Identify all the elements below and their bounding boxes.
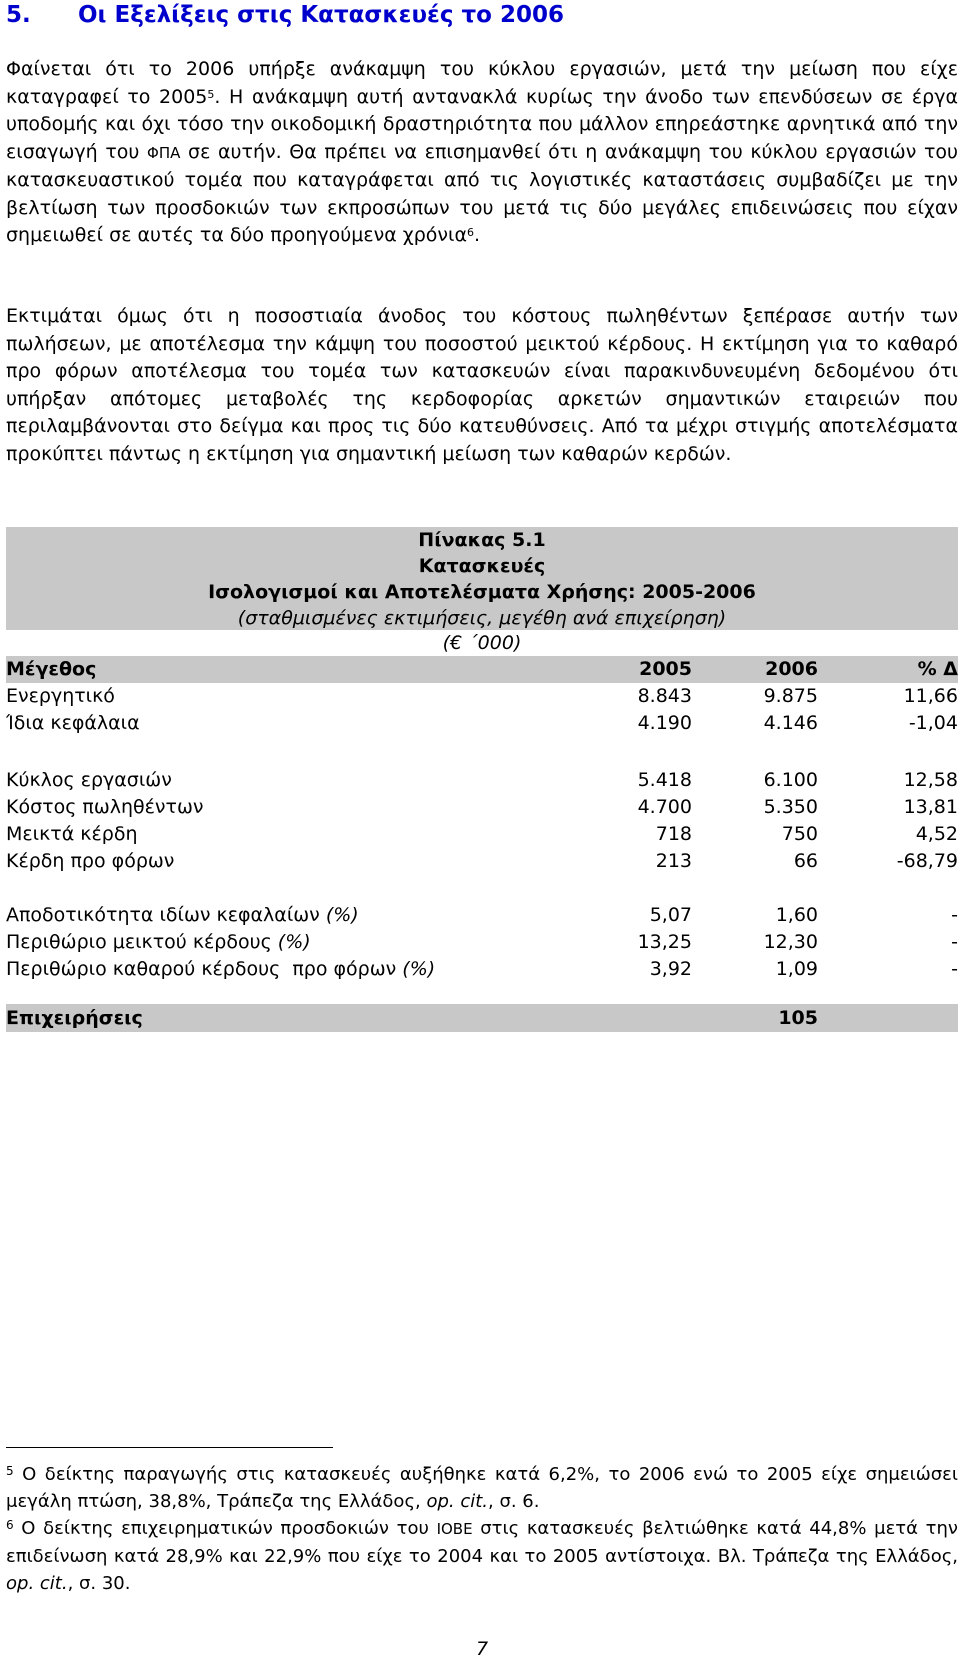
table-row: [6, 710, 958, 737]
footnote-number: 6: [6, 1518, 14, 1532]
row-change: -: [951, 904, 958, 926]
table-title-block: [6, 527, 958, 656]
row-2006: 6.100: [763, 769, 818, 791]
table-header-row: [6, 656, 958, 683]
row-2006: 9.875: [763, 685, 818, 707]
row-label-unit: (%): [325, 904, 359, 926]
footnote-text: στις κατασκευές βελτιώθηκε κατά 44,8% μετά την επιδείνωση κατά 28,9% και 22,9% που είχε το 2004 και το 2005 αντίστοιχα. Βλ. Τράπεζα της Ελλάδος,: [6, 1518, 958, 1567]
row-label: Μεικτά κέρδη: [6, 823, 138, 845]
paragraph-1: [6, 56, 958, 250]
row-change: -: [951, 958, 958, 980]
row-change: -: [951, 931, 958, 953]
row-2006: 66: [793, 850, 818, 872]
footnote-number: 5: [6, 1464, 14, 1478]
row-change: 12,58: [903, 769, 958, 791]
row-label-unit: (%): [402, 958, 436, 980]
row-2006: 12,30: [763, 931, 818, 953]
row-label-text: Περιθώριο καθαρού κέρδους προ φόρων: [6, 958, 403, 980]
section-title: Οι Εξελίξεις στις Κατασκευές το 2006: [78, 2, 564, 28]
row-label: Κέρδη προ φόρων: [6, 850, 175, 872]
header-2006: 2006: [765, 658, 818, 680]
firms-label: Επιχειρήσεις: [6, 1007, 143, 1029]
footnote-6: [6, 1515, 958, 1597]
row-label: Κύκλος εργασιών: [6, 769, 172, 791]
paragraph-2: Εκτιμάται όμως ότι η ποσοστιαία άνοδος του κόστους πωληθέντων ξεπέρασε αυτήν των πωλήσεων, με αποτέλεσμα την κάμψη του ποσοστού μεικτού κέρδους. Η εκτίμηση για το καθαρό προ φόρων αποτέλεσμα του τομέα των κατασκευών είναι παρακινδυνευμένη δεδομένου ότι υπήρξαν απότομες μεταβολές της κερδοφορίας αρκετών σημαντικών εταιρειών που περιλαμβάνονται στο δείγμα και προς τις δύο κατευθύνσεις. Από τα μέχρι στιγμής αποτελέσματα προκύπτει πάντως η εκτίμηση για σημαντική μείωση των καθαρών κερδών.: [6, 305, 958, 465]
table-sector: Κατασκευές: [418, 555, 546, 577]
row-2005: 3,92: [649, 958, 692, 980]
row-2005: 5,07: [649, 904, 692, 926]
header-label: Μέγεθος: [6, 658, 97, 680]
row-change: 11,66: [903, 685, 958, 707]
row-2006: 1,60: [775, 904, 818, 926]
table-row: [6, 821, 958, 848]
table-row: [6, 902, 958, 929]
section-heading: [6, 2, 564, 28]
row-change: -68,79: [896, 850, 958, 872]
row-2006: 750: [781, 823, 818, 845]
row-2005: 4.190: [637, 712, 692, 734]
row-label-text: Περιθώριο μεικτού κέρδους: [6, 931, 278, 953]
table-row: [6, 767, 958, 794]
footnote-text: Ο δείκτης παραγωγής στις κατασκευές αυξήθηκε κατά 6,2%, το 2006 ενώ το 2005 είχε σημειώσει μεγάλη πτώση, 38,8%, Τράπεζα της Ελλάδος,: [6, 1464, 958, 1512]
table-title: Ισολογισμοί και Αποτελέσματα Χρήσης: 2005-2006: [208, 581, 756, 603]
section-number: 5.: [6, 2, 31, 28]
footnote-text: , σ. 30.: [67, 1573, 131, 1594]
row-label: [6, 956, 435, 983]
footnote-5: [6, 1461, 958, 1515]
table-row: [6, 794, 958, 821]
firms-row: [6, 1004, 958, 1032]
paragraph-1-text: σε αυτήν. Θα πρέπει να επισημανθεί ότι η ανάκαμψη του κύκλου εργασιών του κατασκευαστικού τομέα που καταγράφεται από τις λογιστικές καταστάσεις συμβαδίζει με την βελτίωση των προσδοκιών των εκπροσώπων του μετά τις δύο μεγάλες επιδεινώσεις που είχαν σημειωθεί σε αυτές τα δύο προηγούμενα χρόνια: [6, 140, 958, 246]
footnote-citation: op. cit.: [426, 1491, 489, 1512]
row-label: [6, 929, 311, 956]
table-row: [6, 929, 958, 956]
row-label-unit: (%): [277, 931, 311, 953]
row-2005: 5.418: [637, 769, 692, 791]
table-unit: (€ ΄000): [6, 630, 958, 656]
paragraph-1-text: Φαίνεται ότι το 2006 υπήρξε ανάκαμψη του κύκλου εργασιών, μετά την μείωση που είχε καταγραφεί το 2005: [6, 58, 958, 108]
paragraph-1-text: .: [474, 224, 481, 246]
row-label: Ίδια κεφάλαια: [6, 712, 140, 734]
table-label: Πίνακας 5.1: [418, 529, 546, 551]
firms-value: 105: [778, 1007, 818, 1029]
table-row: [6, 848, 958, 875]
row-2005: 718: [655, 823, 692, 845]
row-label-text: Αποδοτικότητα ιδίων κεφαλαίων: [6, 904, 326, 926]
iobe-abbreviation: ΙΟΒΕ: [436, 1520, 473, 1538]
row-2006: 4.146: [763, 712, 818, 734]
row-change: 4,52: [915, 823, 958, 845]
footnote-text: Ο δείκτης επιχειρηματικών προσδοκιών του: [13, 1518, 437, 1539]
footnote-text: , σ. 6.: [488, 1491, 540, 1512]
footnote-divider: [6, 1447, 333, 1448]
row-label: Κόστος πωληθέντων: [6, 796, 204, 818]
row-2006: 1,09: [775, 958, 818, 980]
header-2005: 2005: [639, 658, 692, 680]
footnote-citation: op. cit.: [6, 1573, 68, 1594]
row-2005: 213: [655, 850, 692, 872]
row-label: [6, 902, 359, 929]
row-2005: 4.700: [637, 796, 692, 818]
vat-abbreviation: ΦΠΑ: [147, 143, 181, 162]
row-label: Ενεργητικό: [6, 685, 115, 707]
table-subtitle: (σταθμισμένες εκτιμήσεις, μεγέθη ανά επιχείρηση): [237, 607, 727, 629]
row-2005: 8.843: [637, 685, 692, 707]
footnote-ref-5[interactable]: 5: [207, 87, 215, 101]
row-2006: 5.350: [763, 796, 818, 818]
row-change: -1,04: [908, 712, 958, 734]
table-row: [6, 956, 958, 983]
paragraph-1-text: . Η ανάκαμψη αυτή αντανακλά κυρίως την άνοδο των επενδύσεων σε έργα υποδομής και όχι τόσο την οικοδομική δραστηριότητα που μάλλον επηρεάστηκε αρνητικά από την εισαγωγή του: [6, 85, 958, 163]
header-change: % Δ: [917, 658, 958, 680]
row-change: 13,81: [903, 796, 958, 818]
row-2005: 13,25: [637, 931, 692, 953]
page-number: 7: [475, 1638, 489, 1660]
footnote-ref-6[interactable]: 6: [467, 226, 474, 239]
table-row: [6, 683, 958, 710]
